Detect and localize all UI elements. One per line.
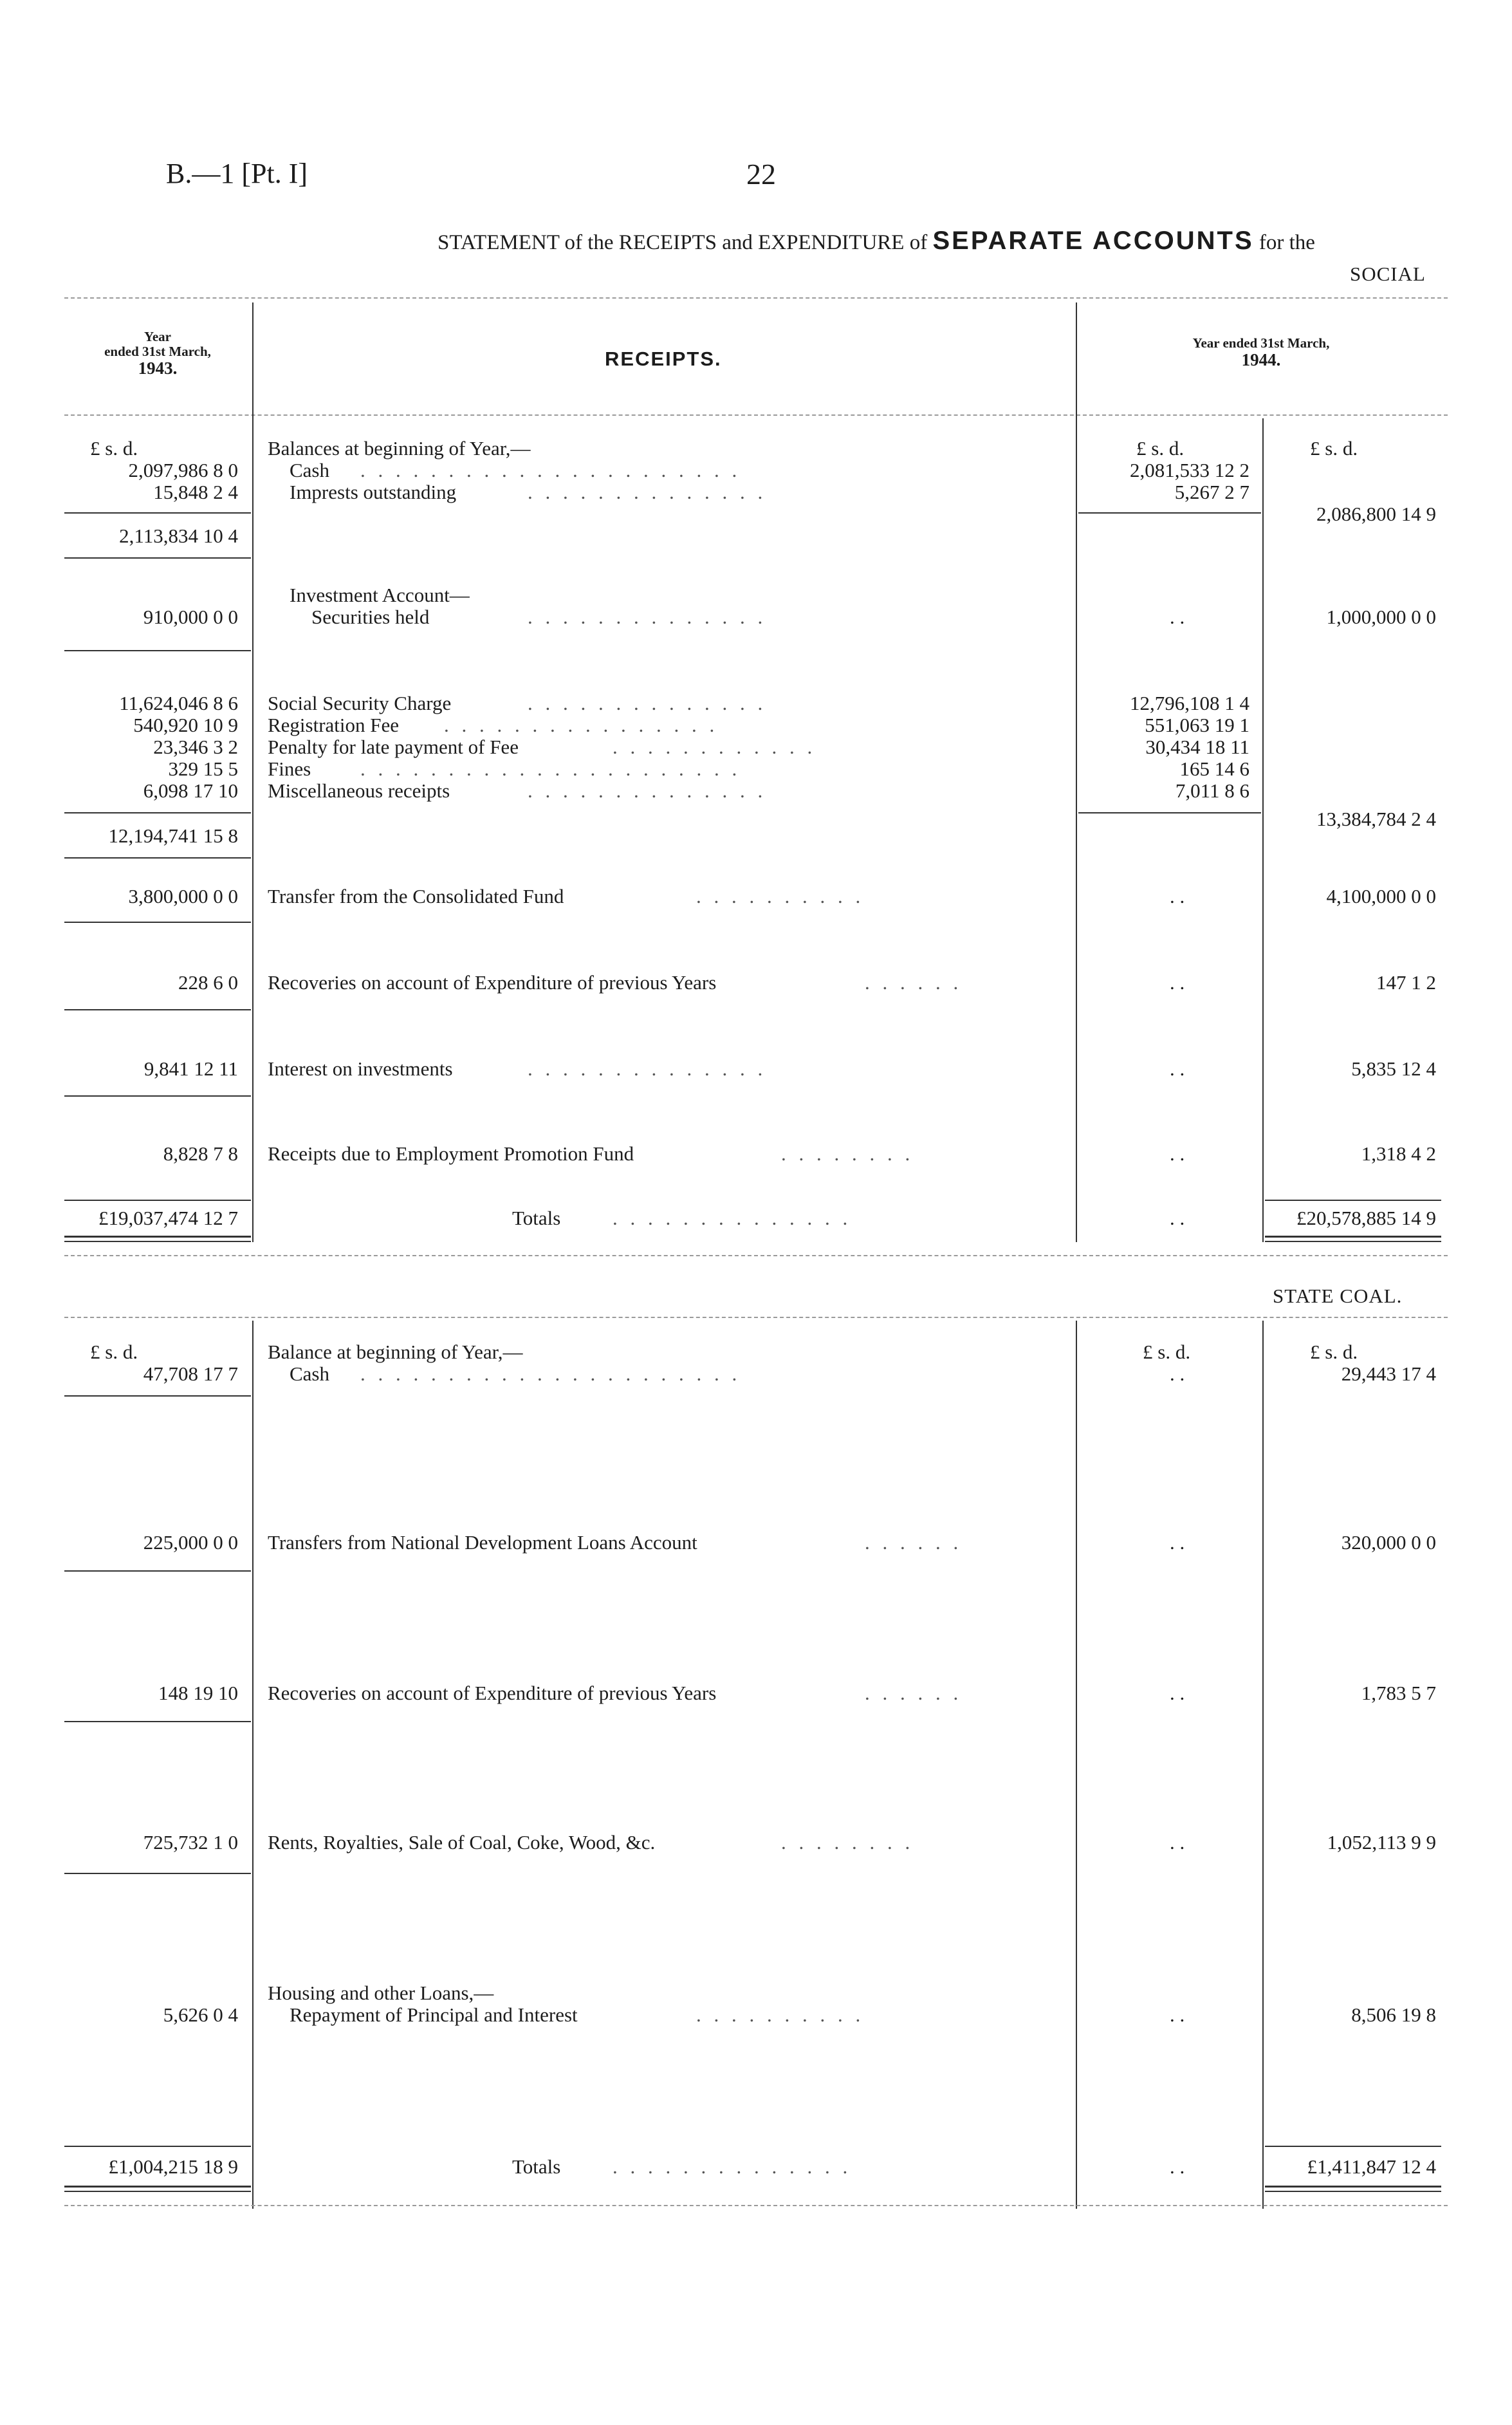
- header-1943-year: 1943.: [138, 358, 178, 378]
- dot-leader: . . . . . . . . . .: [696, 2003, 865, 2026]
- row-rule: [64, 650, 251, 651]
- unit-header-cur: £ s. d.: [1136, 437, 1185, 460]
- coal-col-line-cur: [1076, 1321, 1077, 2209]
- dot-leader: . . . . . . . .: [781, 1831, 914, 1854]
- subtotal-rule-prev: [64, 512, 251, 514]
- header-year-1944: [1081, 336, 1441, 370]
- row-rule: [64, 2146, 251, 2147]
- double-rule-total-2: [1265, 2191, 1441, 2192]
- total-amount: 13,384,784 2 4: [1316, 808, 1436, 830]
- cur-amount: . .: [1170, 2155, 1185, 2178]
- coal-top-rule: [64, 1317, 1448, 1318]
- group-label-investment: Investment Account—: [290, 584, 470, 606]
- prev-grand-total: £1,004,215 18 9: [108, 2155, 238, 2178]
- cur-amount: 30,434 18 11: [1145, 736, 1249, 758]
- dot-leader: . . . . . . . . . . . . . . . . . . . . . .: [360, 1362, 741, 1385]
- unit-header-prev: £ s. d.: [90, 437, 138, 460]
- header-1944-line1: Year ended 31st March,: [1192, 335, 1330, 351]
- dot-leader: . . . . . .: [865, 1682, 963, 1704]
- coal-col-line-total: [1262, 1321, 1264, 2209]
- coal-unit-header-prev: £ s. d.: [90, 1341, 138, 1363]
- dot-leader: . . . . . .: [865, 971, 963, 994]
- double-rule-prev-2: [64, 1241, 251, 1242]
- unit-header-total: £ s. d.: [1310, 437, 1358, 460]
- total-amount: 1,783 5 7: [1361, 1682, 1436, 1704]
- row-description: Transfers from National Development Loans Account: [268, 1531, 697, 1554]
- statement-emphasis: SEPARATE ACCOUNTS: [932, 227, 1254, 255]
- double-rule-prev-2: [64, 2191, 251, 2192]
- total-amount: 8,506 19 8: [1351, 2003, 1436, 2026]
- totals-label: Totals: [512, 2155, 561, 2178]
- header-year-1943: [64, 330, 251, 378]
- cur-amount: . .: [1170, 1207, 1185, 1229]
- group-label-housing: Housing and other Loans,—: [268, 1982, 494, 2004]
- prev-amount: 725,732 1 0: [143, 1831, 238, 1854]
- prev-amount: 11,624,046 8 6: [119, 692, 238, 714]
- row-description: Securities held: [311, 606, 430, 628]
- dot-leader: . . . . . . . . . . . . . . . .: [444, 714, 719, 736]
- page-code: B.—1 [Pt. I]: [166, 158, 308, 189]
- row-description: Fines: [268, 757, 311, 780]
- dot-leader: . . . . . . . . . . . . . .: [528, 481, 767, 503]
- row-rule: [64, 1873, 251, 1874]
- cur-amount: . .: [1170, 1142, 1185, 1165]
- section-rule: [64, 1255, 1448, 1256]
- row-description: Imprests outstanding: [290, 481, 457, 503]
- dot-leader: . . . . . .: [865, 1531, 963, 1554]
- cur-amount: 7,011 8 6: [1175, 779, 1249, 802]
- cur-amount: 2,081,533 12 2: [1130, 459, 1249, 481]
- row-description: Transfer from the Consolidated Fund: [268, 885, 564, 907]
- total-amount: 147 1 2: [1376, 971, 1436, 994]
- cur-amount: . .: [1170, 606, 1185, 628]
- total-amount: 29,443 17 4: [1341, 1362, 1436, 1385]
- cur-amount: 12,796,108 1 4: [1130, 692, 1249, 714]
- prev-amount: 6,098 17 10: [143, 779, 238, 802]
- statement-title: [438, 227, 1315, 256]
- header-1943-line2: ended 31st March,: [104, 344, 211, 360]
- dot-leader: . . . . . . . . . . . . . . . . . . . . . .: [360, 757, 741, 780]
- total-amount: 4,100,000 0 0: [1326, 885, 1436, 907]
- dot-leader: . . . . . . . . . . . . . . . . . . . . . .: [360, 459, 741, 481]
- cur-amount: . .: [1170, 2003, 1185, 2026]
- subtotal-rule-cur: [1078, 512, 1261, 514]
- page-number: 22: [746, 158, 776, 190]
- cur-amount: 165 14 6: [1179, 757, 1249, 780]
- dot-leader: . . . . . . . . . . . . . .: [528, 779, 767, 802]
- row-rule: [64, 1395, 251, 1397]
- statement-suffix: for the: [1258, 231, 1315, 254]
- dot-leader: . . . . . . . . . . . . . .: [528, 692, 767, 714]
- total-amount: 1,318 4 2: [1361, 1142, 1436, 1165]
- dot-leader: . . . . . . . . . .: [696, 885, 865, 907]
- prev-amount: 8,828 7 8: [163, 1142, 238, 1165]
- dot-leader: . . . . . . . .: [781, 1142, 914, 1165]
- total-amount: 5,835 12 4: [1351, 1057, 1436, 1080]
- cur-amount: 551,063 19 1: [1145, 714, 1249, 736]
- row-description: Receipts due to Employment Promotion Fund: [268, 1142, 634, 1165]
- row-description: Miscellaneous receipts: [268, 779, 450, 802]
- prev-amount: 2,097,986 8 0: [128, 459, 238, 481]
- row-rule: [64, 1095, 251, 1097]
- fund-name-social: SOCIAL: [1350, 263, 1426, 285]
- totals-label: Totals: [512, 1207, 561, 1229]
- top-rule: [64, 297, 1448, 299]
- row-description: Repayment of Principal and Interest: [290, 2003, 578, 2026]
- cur-amount: . .: [1170, 1531, 1185, 1554]
- cur-amount: . .: [1170, 971, 1185, 994]
- double-rule-total: [1265, 2186, 1441, 2188]
- row-description: Recoveries on account of Expenditure of previous Years: [268, 971, 717, 994]
- row-description: Recoveries on account of Expenditure of previous Years: [268, 1682, 717, 1704]
- double-rule-total-2: [1265, 1241, 1441, 1242]
- total-amount: 2,086,800 14 9: [1316, 503, 1436, 525]
- bottom-rule: [64, 2205, 1448, 2206]
- grand-total: £1,411,847 12 4: [1307, 2155, 1436, 2178]
- dot-leader: . . . . . . . . . . . . . .: [613, 1207, 852, 1229]
- cur-amount: 5,267 2 7: [1174, 481, 1249, 503]
- total-amount: 320,000 0 0: [1341, 1531, 1436, 1554]
- row-description: Penalty for late payment of Fee: [268, 736, 519, 758]
- dot-leader: . . . . . . . . . . . . . .: [613, 2155, 852, 2178]
- dot-leader: . . . . . . . . . . . . . .: [528, 606, 767, 628]
- row-rule: [64, 557, 251, 559]
- prev-subtotal: 2,113,834 10 4: [119, 525, 238, 547]
- double-rule-prev: [64, 1236, 251, 1238]
- cur-amount: . .: [1170, 1831, 1185, 1854]
- row-description: Social Security Charge: [268, 692, 452, 714]
- row-description: Cash: [290, 459, 329, 481]
- subtotal-rule-cur: [1078, 812, 1261, 813]
- header-rule: [64, 414, 1448, 416]
- prev-amount: 47,708 17 7: [143, 1362, 238, 1385]
- coal-unit-header-total: £ s. d.: [1310, 1341, 1358, 1363]
- group-label-balance: Balance at beginning of Year,—: [268, 1341, 523, 1363]
- cur-amount: . .: [1170, 1362, 1185, 1385]
- row-description: Registration Fee: [268, 714, 400, 736]
- prev-amount: 9,841 12 11: [143, 1057, 238, 1080]
- row-description: Rents, Royalties, Sale of Coal, Coke, Wood, &c.: [268, 1831, 656, 1854]
- grand-total: £20,578,885 14 9: [1296, 1207, 1436, 1229]
- prev-amount: 228 6 0: [178, 971, 238, 994]
- row-rule: [64, 922, 251, 923]
- dot-leader: . . . . . . . . . . . .: [613, 736, 816, 758]
- col-line-cur: [1076, 302, 1077, 1242]
- total-amount: 1,052,113 9 9: [1327, 1831, 1436, 1854]
- double-rule-prev: [64, 2186, 251, 2188]
- header-1943-line1: Year: [144, 329, 171, 344]
- prev-amount: 148 19 10: [158, 1682, 238, 1704]
- prev-amount: 329 15 5: [168, 757, 238, 780]
- prev-amount: 225,000 0 0: [143, 1531, 238, 1554]
- row-rule-total: [1265, 1200, 1441, 1201]
- coal-unit-header-cur: £ s. d.: [1143, 1341, 1191, 1363]
- header-receipts: RECEIPTS.: [605, 348, 722, 370]
- col-line-total: [1262, 418, 1264, 1242]
- prev-subtotal: 12,194,741 15 8: [108, 824, 238, 847]
- row-description: Interest on investments: [268, 1057, 453, 1080]
- statement-prefix: STATEMENT of the RECEIPTS and EXPENDITURE of: [438, 231, 928, 254]
- row-rule: [64, 1721, 251, 1722]
- dot-leader: . . . . . . . . . . . . . .: [528, 1057, 767, 1080]
- row-rule: [64, 1570, 251, 1572]
- subtotal-rule-prev: [64, 812, 251, 813]
- row-description: Cash: [290, 1362, 329, 1385]
- total-amount: 1,000,000 0 0: [1326, 606, 1436, 628]
- col-line-prev: [252, 302, 254, 1242]
- prev-amount: 540,920 10 9: [133, 714, 238, 736]
- fund-name-state-coal: STATE COAL.: [1273, 1285, 1403, 1307]
- prev-amount: 5,626 0 4: [163, 2003, 238, 2026]
- prev-amount: 910,000 0 0: [143, 606, 238, 628]
- group-label-balances: Balances at beginning of Year,—: [268, 437, 531, 460]
- cur-amount: . .: [1170, 1682, 1185, 1704]
- row-rule: [64, 1200, 251, 1201]
- header-1944-year: 1944.: [1241, 350, 1281, 370]
- prev-grand-total: £19,037,474 12 7: [98, 1207, 238, 1229]
- double-rule-total: [1265, 1236, 1441, 1238]
- prev-amount: 3,800,000 0 0: [128, 885, 238, 907]
- row-rule: [64, 1009, 251, 1010]
- prev-amount: 15,848 2 4: [153, 481, 238, 503]
- prev-amount: 23,346 3 2: [153, 736, 238, 758]
- cur-amount: . .: [1170, 1057, 1185, 1080]
- cur-amount: . .: [1170, 885, 1185, 907]
- coal-col-line-prev: [252, 1321, 254, 2209]
- row-rule-total: [1265, 2146, 1441, 2147]
- row-rule: [64, 857, 251, 859]
